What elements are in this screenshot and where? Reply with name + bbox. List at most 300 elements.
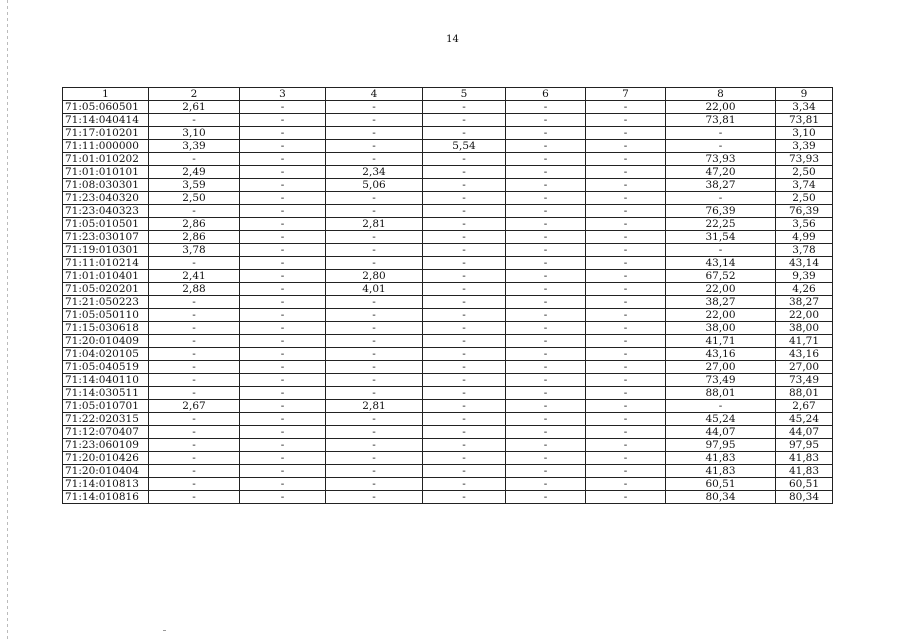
cadastral-number-cell: 71:14:010813 — [63, 478, 149, 491]
table-row — [63, 322, 833, 335]
table-cell: - — [240, 270, 326, 283]
table-cell: - — [149, 309, 240, 322]
table-cell: 44,07 — [776, 426, 833, 439]
table-cell: 76,39 — [666, 205, 776, 218]
table-cell: - — [423, 439, 506, 452]
table-cell: - — [240, 322, 326, 335]
table-cell: - — [240, 400, 326, 413]
table-cell: 80,34 — [776, 491, 833, 504]
table-cell: - — [326, 439, 423, 452]
table-cell: - — [326, 192, 423, 205]
table-cell: - — [506, 283, 586, 296]
table-cell: - — [666, 140, 776, 153]
table-cell: - — [423, 101, 506, 114]
table-cell: - — [240, 309, 326, 322]
table-cell: - — [666, 244, 776, 257]
table-cell: - — [506, 114, 586, 127]
table-row — [63, 179, 833, 192]
table-row — [63, 166, 833, 179]
table-cell: 2,67 — [149, 400, 240, 413]
table-cell: - — [326, 153, 423, 166]
table-cell: 43,16 — [776, 348, 833, 361]
table-cell: - — [240, 153, 326, 166]
table-cell: 97,95 — [666, 439, 776, 452]
table-cell: - — [586, 205, 666, 218]
table-cell: - — [586, 387, 666, 400]
table-cell: - — [506, 140, 586, 153]
table-cell: - — [240, 361, 326, 374]
table-cell: - — [423, 335, 506, 348]
table-cell: 41,83 — [666, 465, 776, 478]
table-cell: - — [149, 465, 240, 478]
table-cell: - — [240, 426, 326, 439]
table-cell: - — [586, 231, 666, 244]
table-cell: 27,00 — [776, 361, 833, 374]
table-cell: 3,10 — [149, 127, 240, 140]
table-cell: - — [506, 101, 586, 114]
table-cell: 60,51 — [776, 478, 833, 491]
table-cell: - — [586, 166, 666, 179]
table-cell: - — [506, 400, 586, 413]
table-cell: - — [240, 478, 326, 491]
table-row — [63, 101, 833, 114]
table-cell: 41,83 — [666, 452, 776, 465]
table-cell: 22,00 — [666, 101, 776, 114]
table-cell: - — [326, 465, 423, 478]
cadastral-number-cell: 71:21:050223 — [63, 296, 149, 309]
table-row — [63, 257, 833, 270]
cadastral-number-cell: 71:22:020315 — [63, 413, 149, 426]
table-cell: - — [506, 153, 586, 166]
table-cell: - — [586, 101, 666, 114]
table-cell: - — [423, 491, 506, 504]
table-cell: - — [506, 270, 586, 283]
table-row — [63, 114, 833, 127]
table-cell: - — [240, 231, 326, 244]
table-cell: 4,26 — [776, 283, 833, 296]
table-cell: - — [149, 478, 240, 491]
table-row — [63, 439, 833, 452]
table-cell: - — [326, 127, 423, 140]
table-cell: 5,54 — [423, 140, 506, 153]
table-cell: - — [240, 335, 326, 348]
table-cell: - — [586, 335, 666, 348]
table-cell: - — [666, 127, 776, 140]
table-cell: - — [240, 413, 326, 426]
column-header: 7 — [586, 88, 666, 101]
table-cell: 22,00 — [666, 283, 776, 296]
cadastral-number-cell: 71:20:010409 — [63, 335, 149, 348]
table-cell: - — [586, 439, 666, 452]
table-row — [63, 296, 833, 309]
table-cell: - — [506, 244, 586, 257]
table-cell: - — [586, 296, 666, 309]
table-cell: - — [326, 426, 423, 439]
table-cell: - — [326, 348, 423, 361]
table-cell: - — [149, 361, 240, 374]
table-cell: - — [326, 244, 423, 257]
table-cell: - — [506, 465, 586, 478]
table-cell: - — [506, 257, 586, 270]
table-cell: - — [240, 140, 326, 153]
table-cell: - — [326, 205, 423, 218]
table-cell: 73,49 — [666, 374, 776, 387]
cadastral-number-cell: 71:20:010426 — [63, 452, 149, 465]
table-cell: 3,74 — [776, 179, 833, 192]
cadastral-number-cell: 71:05:060501 — [63, 101, 149, 114]
table-cell: 4,99 — [776, 231, 833, 244]
column-header: 4 — [326, 88, 423, 101]
table-cell: - — [240, 296, 326, 309]
table-row — [63, 400, 833, 413]
table-cell: 67,52 — [666, 270, 776, 283]
table-cell: 73,93 — [666, 153, 776, 166]
table-cell: 80,34 — [666, 491, 776, 504]
table-cell: 88,01 — [776, 387, 833, 400]
table-row — [63, 426, 833, 439]
table-cell: - — [240, 101, 326, 114]
cadastral-number-cell: 71:23:030107 — [63, 231, 149, 244]
table-cell: - — [240, 374, 326, 387]
table-cell: - — [240, 179, 326, 192]
header-row — [63, 88, 833, 101]
cadastral-number-cell: 71:05:010701 — [63, 400, 149, 413]
table-cell: - — [423, 257, 506, 270]
table-cell: - — [326, 374, 423, 387]
table-cell: - — [149, 426, 240, 439]
table-cell: - — [506, 413, 586, 426]
table-cell: 2,88 — [149, 283, 240, 296]
cadastral-number-cell: 71:05:010501 — [63, 218, 149, 231]
table-cell: 38,27 — [666, 296, 776, 309]
table-cell: - — [423, 270, 506, 283]
column-header: 6 — [506, 88, 586, 101]
table-cell: 38,27 — [666, 179, 776, 192]
table-cell: 38,00 — [666, 322, 776, 335]
table-cell: - — [423, 413, 506, 426]
table-cell: 2,67 — [776, 400, 833, 413]
column-header: 9 — [776, 88, 833, 101]
table-cell: - — [240, 192, 326, 205]
table-cell: - — [586, 218, 666, 231]
table-cell: - — [326, 309, 423, 322]
table-cell: - — [326, 452, 423, 465]
table-row — [63, 218, 833, 231]
column-header: 5 — [423, 88, 506, 101]
table-cell: 97,95 — [776, 439, 833, 452]
left-margin-line — [7, 0, 8, 640]
table-cell: - — [240, 348, 326, 361]
table-cell: 2,80 — [326, 270, 423, 283]
cadastral-number-cell: 71:14:010816 — [63, 491, 149, 504]
table-cell: 3,56 — [776, 218, 833, 231]
table-row — [63, 374, 833, 387]
table-cell: 73,81 — [776, 114, 833, 127]
table-cell: - — [326, 335, 423, 348]
table-cell: - — [423, 153, 506, 166]
table-cell: 31,54 — [666, 231, 776, 244]
table-row — [63, 452, 833, 465]
table-cell: - — [326, 114, 423, 127]
table-cell: - — [149, 439, 240, 452]
table-row — [63, 270, 833, 283]
table-cell: - — [149, 374, 240, 387]
table-row — [63, 478, 833, 491]
table-cell: 88,01 — [666, 387, 776, 400]
table-cell: - — [326, 322, 423, 335]
table-cell: - — [240, 452, 326, 465]
table-cell: 3,59 — [149, 179, 240, 192]
table-cell: 2,86 — [149, 231, 240, 244]
table-cell: 41,71 — [666, 335, 776, 348]
cadastral-number-cell: 71:05:020201 — [63, 283, 149, 296]
table-cell: 27,00 — [666, 361, 776, 374]
table-cell: 2,81 — [326, 400, 423, 413]
table-cell: - — [423, 283, 506, 296]
cadastral-number-cell: 71:11:010214 — [63, 257, 149, 270]
table-cell: 73,49 — [776, 374, 833, 387]
table-cell: 76,39 — [776, 205, 833, 218]
table-cell: - — [423, 114, 506, 127]
table-cell: 2,50 — [149, 192, 240, 205]
table-cell: 3,34 — [776, 101, 833, 114]
cadastral-number-cell: 71:05:050110 — [63, 309, 149, 322]
table-cell: - — [586, 114, 666, 127]
table-cell: - — [506, 179, 586, 192]
table-row — [63, 127, 833, 140]
table-cell: 22,00 — [666, 309, 776, 322]
table-row — [63, 283, 833, 296]
table-cell: - — [423, 452, 506, 465]
table-row — [63, 309, 833, 322]
table-cell: - — [423, 387, 506, 400]
table-cell: - — [586, 257, 666, 270]
cadastral-number-cell: 71:12:070407 — [63, 426, 149, 439]
table-cell: - — [423, 218, 506, 231]
table-cell: 3,39 — [149, 140, 240, 153]
table-cell: - — [326, 387, 423, 400]
table-row — [63, 361, 833, 374]
table-cell: - — [586, 361, 666, 374]
table-cell: - — [423, 400, 506, 413]
table-cell: - — [506, 296, 586, 309]
table-row — [63, 140, 833, 153]
table-cell: - — [506, 192, 586, 205]
table-cell: - — [586, 179, 666, 192]
table-cell: - — [586, 465, 666, 478]
table-cell: - — [326, 231, 423, 244]
table-cell: - — [149, 491, 240, 504]
table-cell: - — [586, 426, 666, 439]
table-row — [63, 335, 833, 348]
table-cell: - — [586, 348, 666, 361]
table-cell: - — [586, 283, 666, 296]
table-cell: - — [240, 257, 326, 270]
table-cell: - — [423, 478, 506, 491]
table-cell: 3,10 — [776, 127, 833, 140]
cadastral-number-cell: 71:05:040519 — [63, 361, 149, 374]
table-cell: 45,24 — [776, 413, 833, 426]
table-cell: 43,16 — [666, 348, 776, 361]
table-cell: 45,24 — [666, 413, 776, 426]
table-cell: - — [326, 101, 423, 114]
table-cell: - — [586, 491, 666, 504]
table-cell: - — [240, 114, 326, 127]
table-row — [63, 413, 833, 426]
cadastral-number-cell: 71:23:040323 — [63, 205, 149, 218]
table-cell: - — [586, 309, 666, 322]
table-cell: - — [506, 127, 586, 140]
table-cell: 9,39 — [776, 270, 833, 283]
table-row — [63, 192, 833, 205]
table-cell: 2,50 — [776, 166, 833, 179]
page-number: 14 — [446, 34, 459, 45]
cadastral-number-cell: 71:14:040414 — [63, 114, 149, 127]
cadastral-number-cell: 71:14:040110 — [63, 374, 149, 387]
table-cell: 22,00 — [776, 309, 833, 322]
cadastral-number-cell: 71:17:010201 — [63, 127, 149, 140]
table-cell: - — [326, 478, 423, 491]
table-cell: 47,20 — [666, 166, 776, 179]
table-cell: - — [326, 491, 423, 504]
table-cell: 4,01 — [326, 283, 423, 296]
table-cell: - — [506, 387, 586, 400]
table-cell: - — [149, 205, 240, 218]
table-cell: - — [240, 205, 326, 218]
table-cell: - — [506, 218, 586, 231]
table-cell: - — [506, 361, 586, 374]
column-header: 2 — [149, 88, 240, 101]
table-cell: 2,49 — [149, 166, 240, 179]
table-row — [63, 205, 833, 218]
table-cell: 73,81 — [666, 114, 776, 127]
table-cell: - — [586, 192, 666, 205]
cadastral-number-cell: 71:23:040320 — [63, 192, 149, 205]
table-cell: - — [149, 335, 240, 348]
table-cell: - — [506, 309, 586, 322]
table-cell: - — [506, 231, 586, 244]
table-cell: - — [506, 374, 586, 387]
table-cell: 3,78 — [149, 244, 240, 257]
table-cell: 2,50 — [776, 192, 833, 205]
table-body — [63, 101, 833, 504]
table-cell: 73,93 — [776, 153, 833, 166]
table-cell: - — [506, 335, 586, 348]
cadastral-number-cell: 71:19:010301 — [63, 244, 149, 257]
table-cell: 38,00 — [776, 322, 833, 335]
table-cell: - — [586, 127, 666, 140]
table-cell: - — [149, 153, 240, 166]
table-cell: - — [149, 387, 240, 400]
table-cell: 2,34 — [326, 166, 423, 179]
table-row — [63, 491, 833, 504]
table-row — [63, 244, 833, 257]
table-cell: 2,61 — [149, 101, 240, 114]
table-cell: 2,86 — [149, 218, 240, 231]
cadastral-number-cell: 71:15:030618 — [63, 322, 149, 335]
table-cell: - — [149, 452, 240, 465]
table-cell: - — [586, 322, 666, 335]
table-cell: - — [423, 322, 506, 335]
table-cell: - — [326, 140, 423, 153]
table-cell: 3,39 — [776, 140, 833, 153]
table-cell: - — [240, 465, 326, 478]
table-cell: 60,51 — [666, 478, 776, 491]
table-cell: 44,07 — [666, 426, 776, 439]
table-cell: 2,41 — [149, 270, 240, 283]
table-cell: - — [423, 127, 506, 140]
table-cell: - — [586, 452, 666, 465]
table-cell: - — [506, 478, 586, 491]
column-header: 8 — [666, 88, 776, 101]
column-header: 1 — [63, 88, 149, 101]
table-cell: - — [586, 374, 666, 387]
cadastral-number-cell: 71:11:000000 — [63, 140, 149, 153]
column-header: 3 — [240, 88, 326, 101]
table-cell: - — [149, 322, 240, 335]
table-row — [63, 153, 833, 166]
table-row — [63, 231, 833, 244]
table-cell: - — [423, 348, 506, 361]
cadastral-number-cell: 71:23:060109 — [63, 439, 149, 452]
table-cell: - — [586, 413, 666, 426]
table-cell: 43,14 — [666, 257, 776, 270]
table-cell: 41,83 — [776, 452, 833, 465]
table-cell: - — [326, 257, 423, 270]
table-cell: - — [423, 374, 506, 387]
table-cell: - — [423, 166, 506, 179]
table-cell: - — [423, 361, 506, 374]
table-cell: - — [666, 400, 776, 413]
cadastral-number-cell: 71:01:010202 — [63, 153, 149, 166]
scan-speck — [163, 630, 166, 631]
table-cell: - — [506, 426, 586, 439]
table-cell: - — [506, 439, 586, 452]
table-cell: - — [506, 348, 586, 361]
table-cell: 2,81 — [326, 218, 423, 231]
cadastral-number-cell: 71:01:010101 — [63, 166, 149, 179]
table-cell: - — [149, 413, 240, 426]
table-cell: 38,27 — [776, 296, 833, 309]
table-cell: - — [423, 244, 506, 257]
table-cell: - — [666, 192, 776, 205]
table-cell: - — [240, 491, 326, 504]
table-row — [63, 387, 833, 400]
table-cell: - — [586, 400, 666, 413]
table-cell: 22,25 — [666, 218, 776, 231]
table-cell: - — [149, 257, 240, 270]
table-cell: - — [240, 283, 326, 296]
table-cell: - — [149, 114, 240, 127]
cadastral-number-cell: 71:04:020105 — [63, 348, 149, 361]
table-cell: 43,14 — [776, 257, 833, 270]
cadastral-number-cell: 71:14:030511 — [63, 387, 149, 400]
table-cell: - — [586, 153, 666, 166]
table-cell: 3,78 — [776, 244, 833, 257]
table-cell: - — [506, 166, 586, 179]
cadastral-number-cell: 71:20:010404 — [63, 465, 149, 478]
table-cell: - — [240, 218, 326, 231]
table-cell: 5,06 — [326, 179, 423, 192]
table-cell: - — [423, 192, 506, 205]
table-cell: 41,83 — [776, 465, 833, 478]
table-cell: - — [423, 309, 506, 322]
table-row — [63, 465, 833, 478]
table-cell: - — [506, 491, 586, 504]
table-cell: - — [423, 426, 506, 439]
table-cell: - — [240, 387, 326, 400]
table-cell: - — [240, 244, 326, 257]
